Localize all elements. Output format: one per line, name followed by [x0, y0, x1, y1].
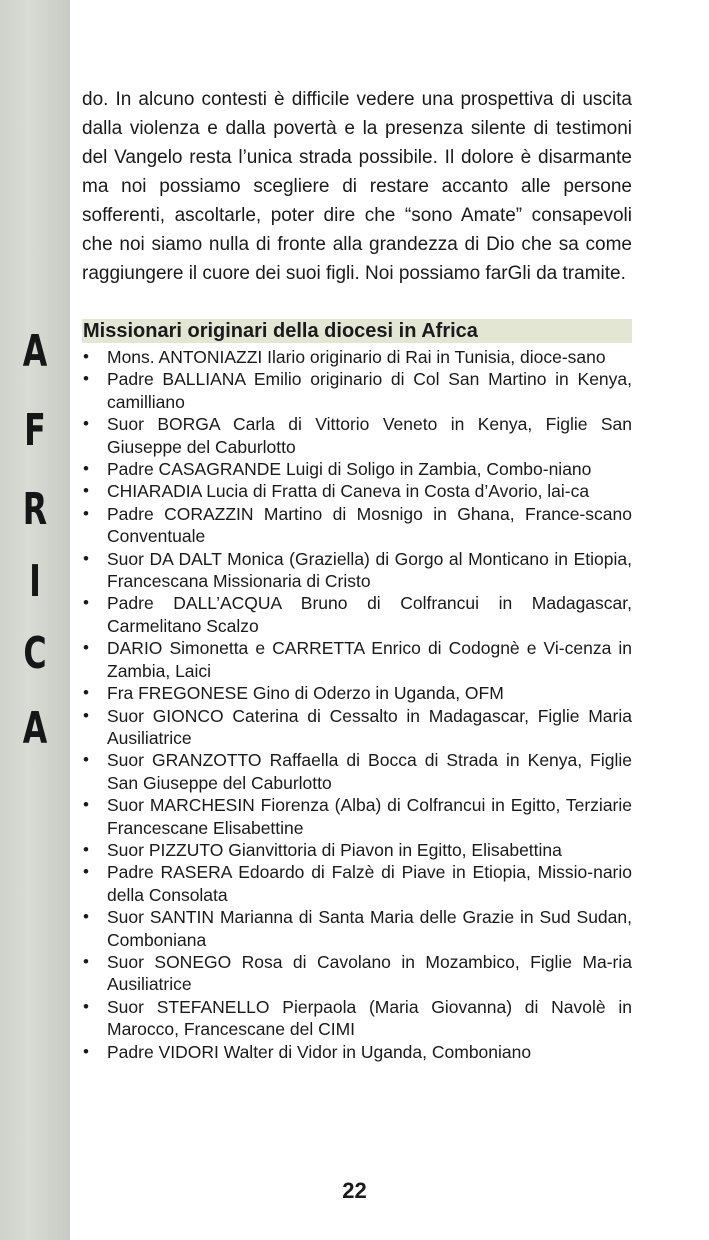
- list-item: [82, 346, 632, 368]
- list-item-text: Suor SONEGO Rosa di Cavolano in Mozambico, Figlie Ma-ria Ausiliatrice: [107, 951, 632, 995]
- list-item: [82, 861, 632, 906]
- intro-paragraph: do. In alcuno contesti è difficile vedere una prospettiva di uscita dalla violenza e dalla povertà e la presenza silente di testimoni del Vangelo resta l’unica strada possibile. Il dolore è disarmante ma noi possiamo scegliere di restare accanto alle persone sofferenti, ascoltarle, poter dire che “sono Amate” consapevoli che noi siamo nulla di fronte alla grandezza di Dio che sa come raggiungere il cuore dei suoi figli. Noi possiamo farGli da tramite.: [82, 89, 632, 284]
- list-item: [82, 637, 632, 682]
- list-item: [82, 906, 632, 951]
- list-item: [82, 592, 632, 637]
- list-item-text: Suor GRANZOTTO Raffaella di Bocca di Strada in Kenya, Figlie San Giuseppe del Caburlotto: [107, 750, 632, 793]
- bullet-icon: •: [83, 347, 89, 366]
- list-item: [82, 705, 632, 750]
- list-item-text: Suor GIONCO Caterina di Cessalto in Madagascar, Figlie Maria Ausiliatrice: [107, 705, 632, 748]
- list-item-text: Padre DALL’ACQUA Bruno di Colfrancui in Madagascar, Carmelitano Scalzo: [107, 593, 632, 636]
- bullet-icon: •: [83, 1041, 89, 1061]
- list-item: [82, 682, 632, 704]
- list-item: [82, 951, 632, 996]
- section-heading: Missionari originari della diocesi in Africa: [82, 319, 632, 343]
- list-item: [82, 480, 632, 502]
- sidebar-letter: R: [22, 484, 48, 535]
- list-item: [82, 996, 632, 1041]
- bullet-icon: •: [83, 503, 89, 523]
- list-item: [82, 839, 632, 861]
- list-item: [82, 458, 632, 480]
- bullet-icon: •: [83, 459, 89, 479]
- bullet-icon: •: [83, 548, 89, 568]
- bullet-icon: •: [83, 862, 89, 882]
- bullet-icon: •: [83, 996, 89, 1016]
- bullet-icon: •: [83, 481, 89, 501]
- bullet-icon: •: [83, 369, 89, 389]
- list-item-text: Suor DA DALT Monica (Graziella) di Gorgo al Monticano in Etiopia, Francescana Missionaria di Cristo: [107, 548, 632, 592]
- bullet-icon: •: [83, 414, 89, 434]
- page-number: [0, 1178, 709, 1204]
- bullet-icon: •: [83, 839, 89, 859]
- sidebar-letter: A: [22, 326, 48, 377]
- sidebar-letter: A: [22, 703, 48, 754]
- list-item: [82, 1041, 632, 1063]
- sidebar-band: [0, 0, 70, 1240]
- bullet-icon: •: [83, 795, 89, 815]
- list-item-text: Padre BALLIANA Emilio originario di Col San Martino in Kenya, camilliano: [107, 369, 632, 412]
- bullet-icon: •: [83, 683, 89, 703]
- list-item: [82, 794, 632, 839]
- list-item: [82, 749, 632, 794]
- bullet-icon: •: [83, 750, 89, 770]
- list-item-text: Fra FREGONESE Gino di Oderzo in Uganda, OFM: [107, 683, 504, 704]
- list-item: [82, 413, 632, 458]
- bullet-icon: •: [83, 593, 89, 613]
- list-item: [82, 503, 632, 548]
- list-item-text: Suor MARCHESIN Fiorenza (Alba) di Colfrancui in Egitto, Terziarie Francescane Elisabettine: [107, 795, 632, 838]
- list-item-text: Suor STEFANELLO Pierpaola (Maria Giovanna) di Navolè in Marocco, Francescane del CIMI: [107, 996, 632, 1040]
- bullet-icon: •: [83, 638, 89, 658]
- list-item-text: Suor BORGA Carla di Vittorio Veneto in Kenya, Figlie San Giuseppe del Caburlotto: [107, 414, 632, 457]
- bullet-icon: •: [83, 951, 89, 971]
- page-number-text: 22: [342, 1178, 367, 1203]
- list-item-text: Suor PIZZUTO Gianvittoria di Piavon in Egitto, Elisabettina: [107, 839, 562, 860]
- sidebar-letter: C: [23, 628, 47, 679]
- list-item-text: DARIO Simonetta e CARRETTA Enrico di Codognè e Vi-cenza in Zambia, Laici: [107, 638, 632, 681]
- bullet-icon: •: [83, 907, 89, 927]
- page-content: [82, 85, 632, 1063]
- list-item-text: Padre CORAZZIN Martino di Mosnigo in Ghana, France-scano Conventuale: [107, 503, 632, 547]
- list-item: [82, 368, 632, 413]
- list-item: [82, 548, 632, 593]
- list-item-text: CHIARADIA Lucia di Fratta di Caneva in Costa d’Avorio, lai-ca: [107, 481, 590, 502]
- bullet-icon: •: [83, 705, 89, 725]
- sidebar-letter: F: [24, 405, 46, 456]
- list-item-text: Padre VIDORI Walter di Vidor in Uganda, Comboniano: [107, 1041, 532, 1062]
- list-item-text: Suor SANTIN Marianna di Santa Maria delle Grazie in Sud Sudan, Comboniana: [107, 907, 632, 950]
- sidebar-letter: I: [29, 556, 41, 607]
- missionary-list: [82, 346, 632, 1063]
- list-item-text: Padre CASAGRANDE Luigi di Soligo in Zambia, Combo-niano: [107, 459, 592, 480]
- list-item-text: Mons. ANTONIAZZI Ilario originario di Rai in Tunisia, dioce-sano: [107, 347, 606, 367]
- list-item-text: Padre RASERA Edoardo di Falzè di Piave in Etiopia, Missio-nario della Consolata: [107, 862, 632, 905]
